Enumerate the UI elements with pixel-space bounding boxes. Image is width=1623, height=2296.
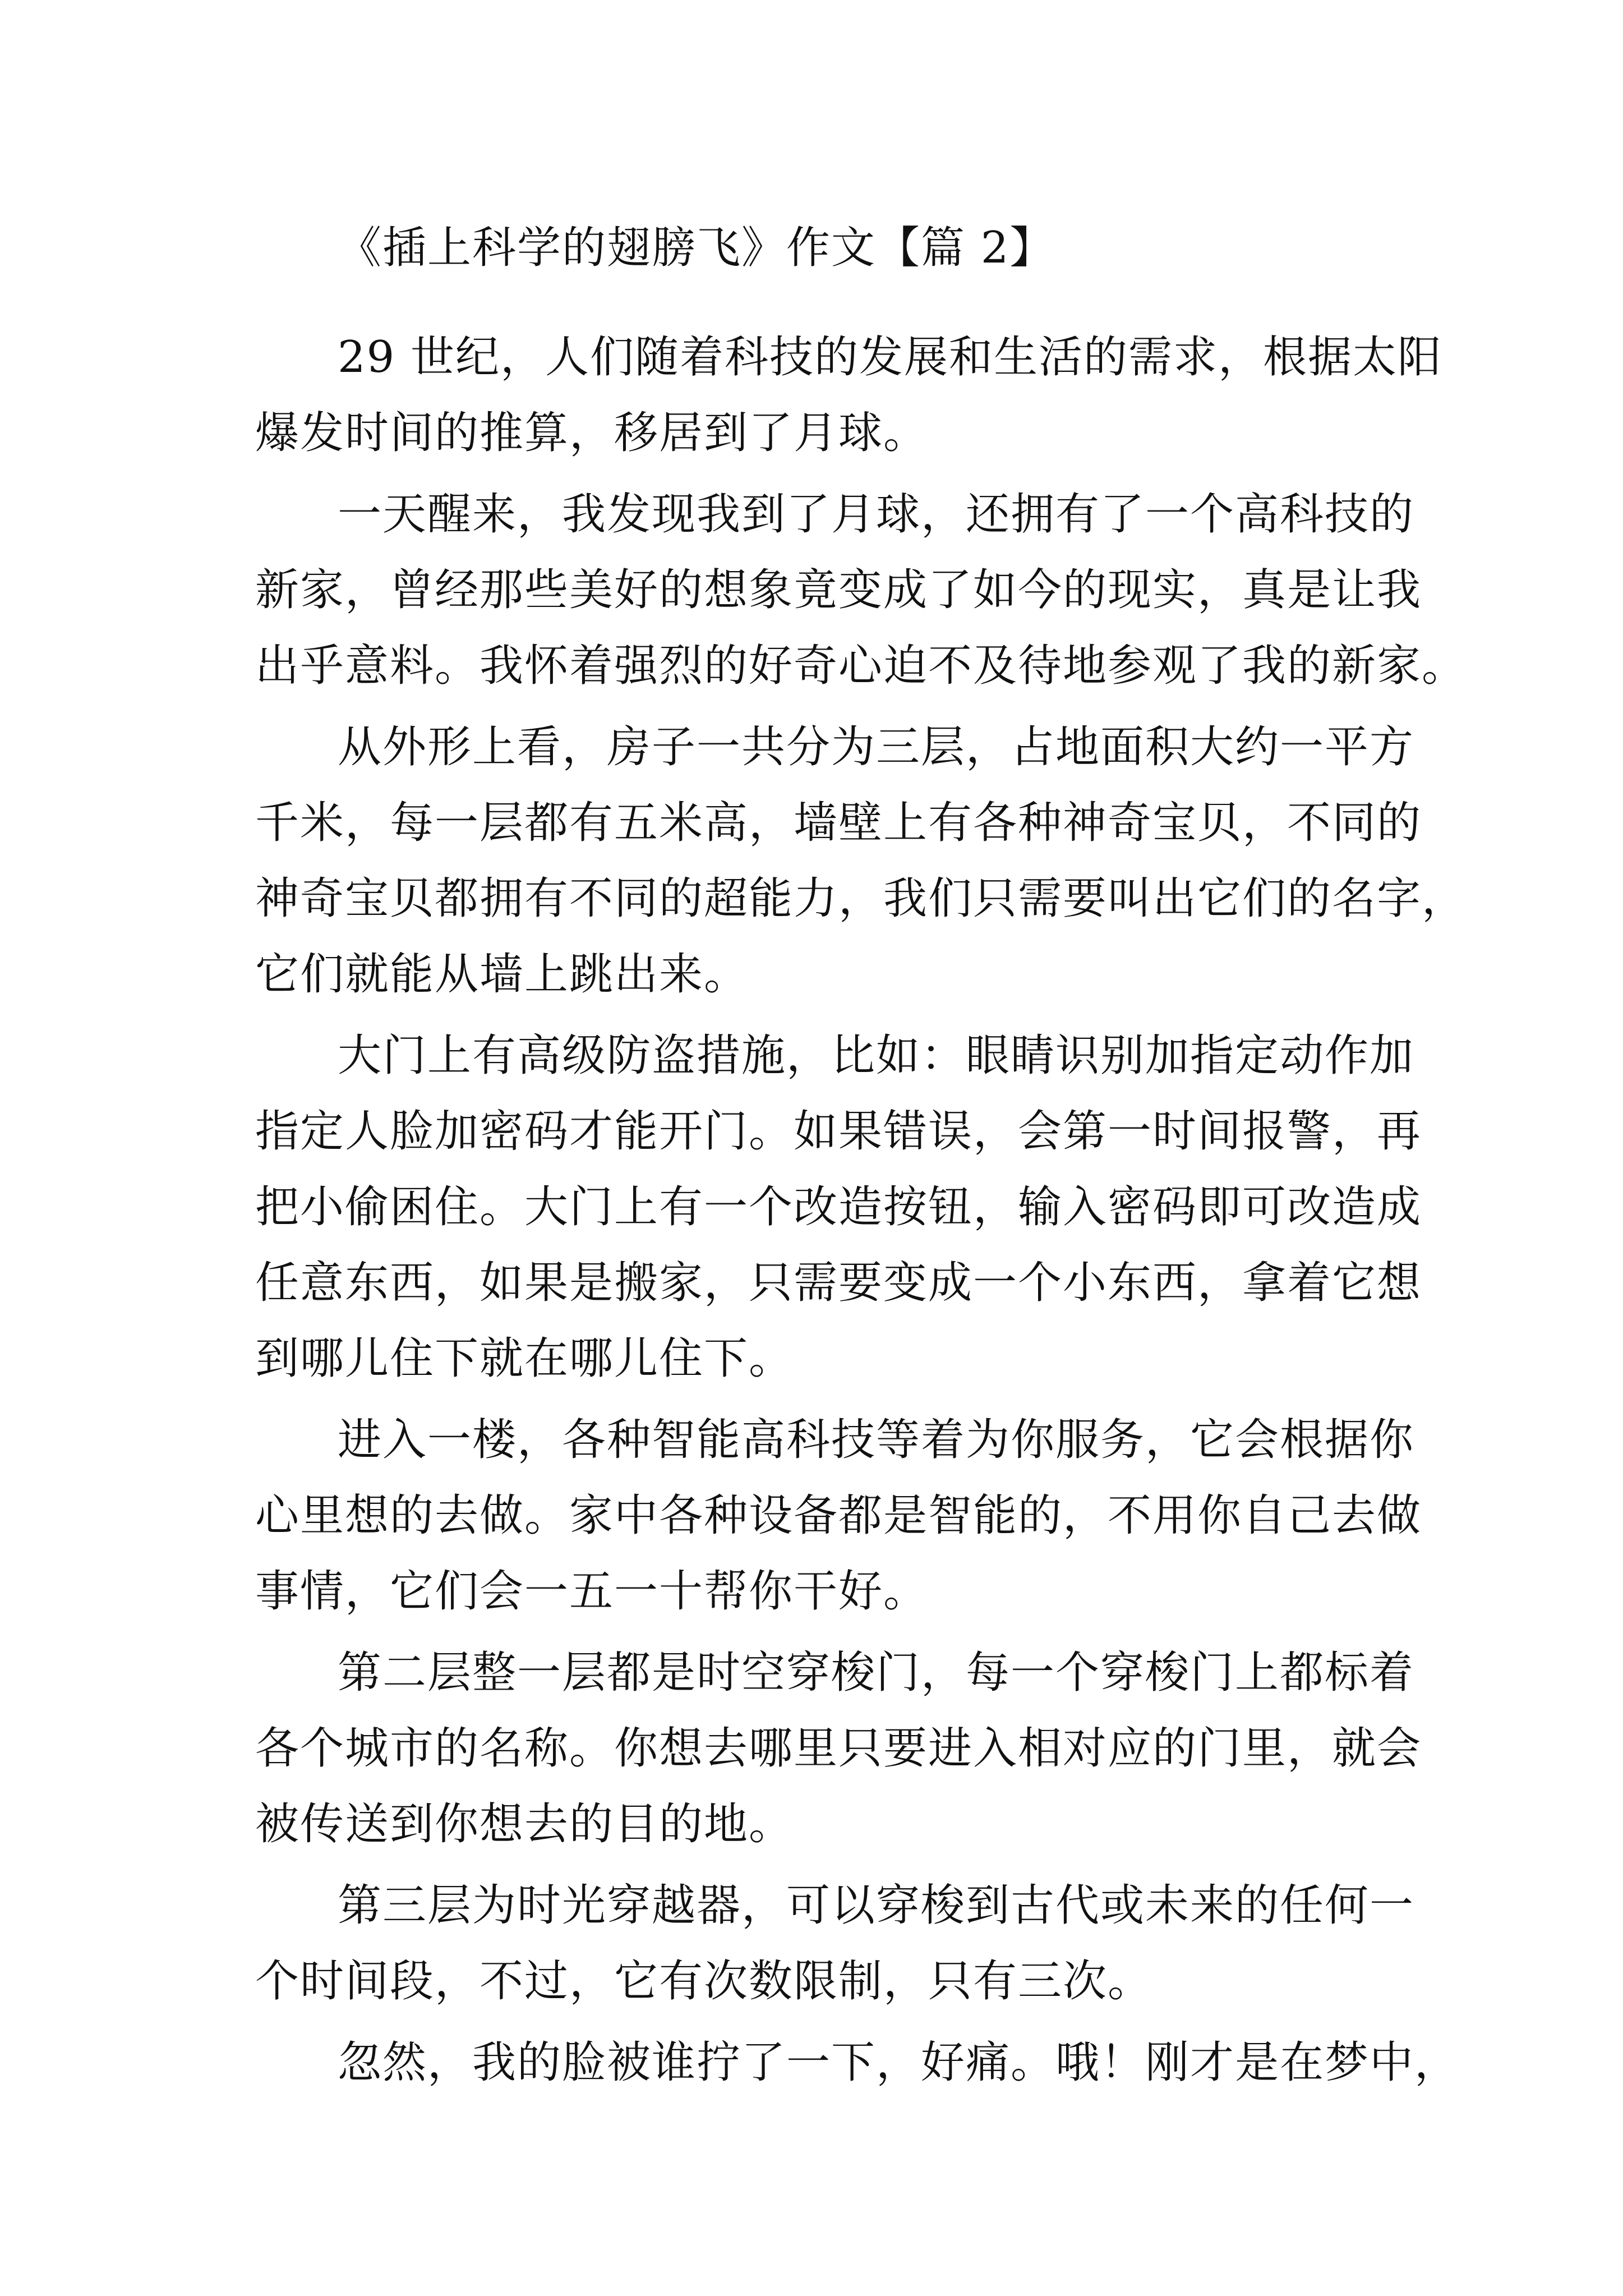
text-line: 各个城市的名称。你想去哪里只要进入相对应的门里，就会 [255,1723,1422,1774]
text-line: 从外形上看，房子一共分为三层，占地面积大约一平方 [338,722,1415,772]
document-title: 《插上科学的翅膀飞》作文【篇 2】 [338,223,1055,273]
text-line: 事情，它们会一五一十帮你干好。 [255,1566,929,1617]
text-line: 一天醒来，我发现我到了月球，还拥有了一个高科技的 [338,489,1415,540]
text-line: 个时间段，不过，它有次数限制，只有三次。 [255,1956,1153,2007]
text-line: 第三层为时光穿越器，可以穿梭到古代或未来的任何一 [338,1880,1415,1931]
text-line: 进入一楼，各种智能高科技等着为你服务，它会根据你 [338,1415,1415,1465]
text-line: 把小偷困住。大门上有一个改造按钮，输入密码即可改造成 [255,1182,1422,1232]
text-line: 它们就能从墙上跳出来。 [255,949,749,1000]
text-line: 心里想的去做。家中各种设备都是智能的，不用你自己去做 [255,1490,1422,1541]
text-line: 指定人脸加密码才能开门。如果错误，会第一时间报警，再 [255,1106,1422,1157]
text-line: 爆发时间的推算，移居到了月球。 [255,408,929,458]
text-line: 到哪儿住下就在哪儿住下。 [255,1333,794,1384]
text-line: 被传送到你想去的目的地。 [255,1799,794,1849]
text-line: 忽然，我的脸被谁拧了一下，好痛。哦！刚才是在梦中， [338,2037,1460,2088]
text-line: 千米，每一层都有五米高，墙壁上有各种神奇宝贝，不同的 [255,798,1422,848]
text-line: 大门上有高级防盗措施，比如：眼睛识别加指定动作加 [338,1030,1415,1081]
text-line: 神奇宝贝都拥有不同的超能力，我们只需要叫出它们的名字， [255,873,1467,924]
text-line: 出乎意料。我怀着强烈的好奇心迫不及待地参观了我的新家。 [255,641,1467,691]
text-line: 第二层整一层都是时空穿梭门，每一个穿梭门上都标着 [338,1648,1415,1698]
text-line: 新家，曾经那些美好的想象竟变成了如今的现实，真是让我 [255,565,1422,615]
text-line: 任意东西，如果是搬家，只需要变成一个小东西，拿着它想 [255,1258,1422,1308]
text-line: 29 世纪，人们随着科技的发展和生活的需求，根据太阳 [338,332,1443,383]
